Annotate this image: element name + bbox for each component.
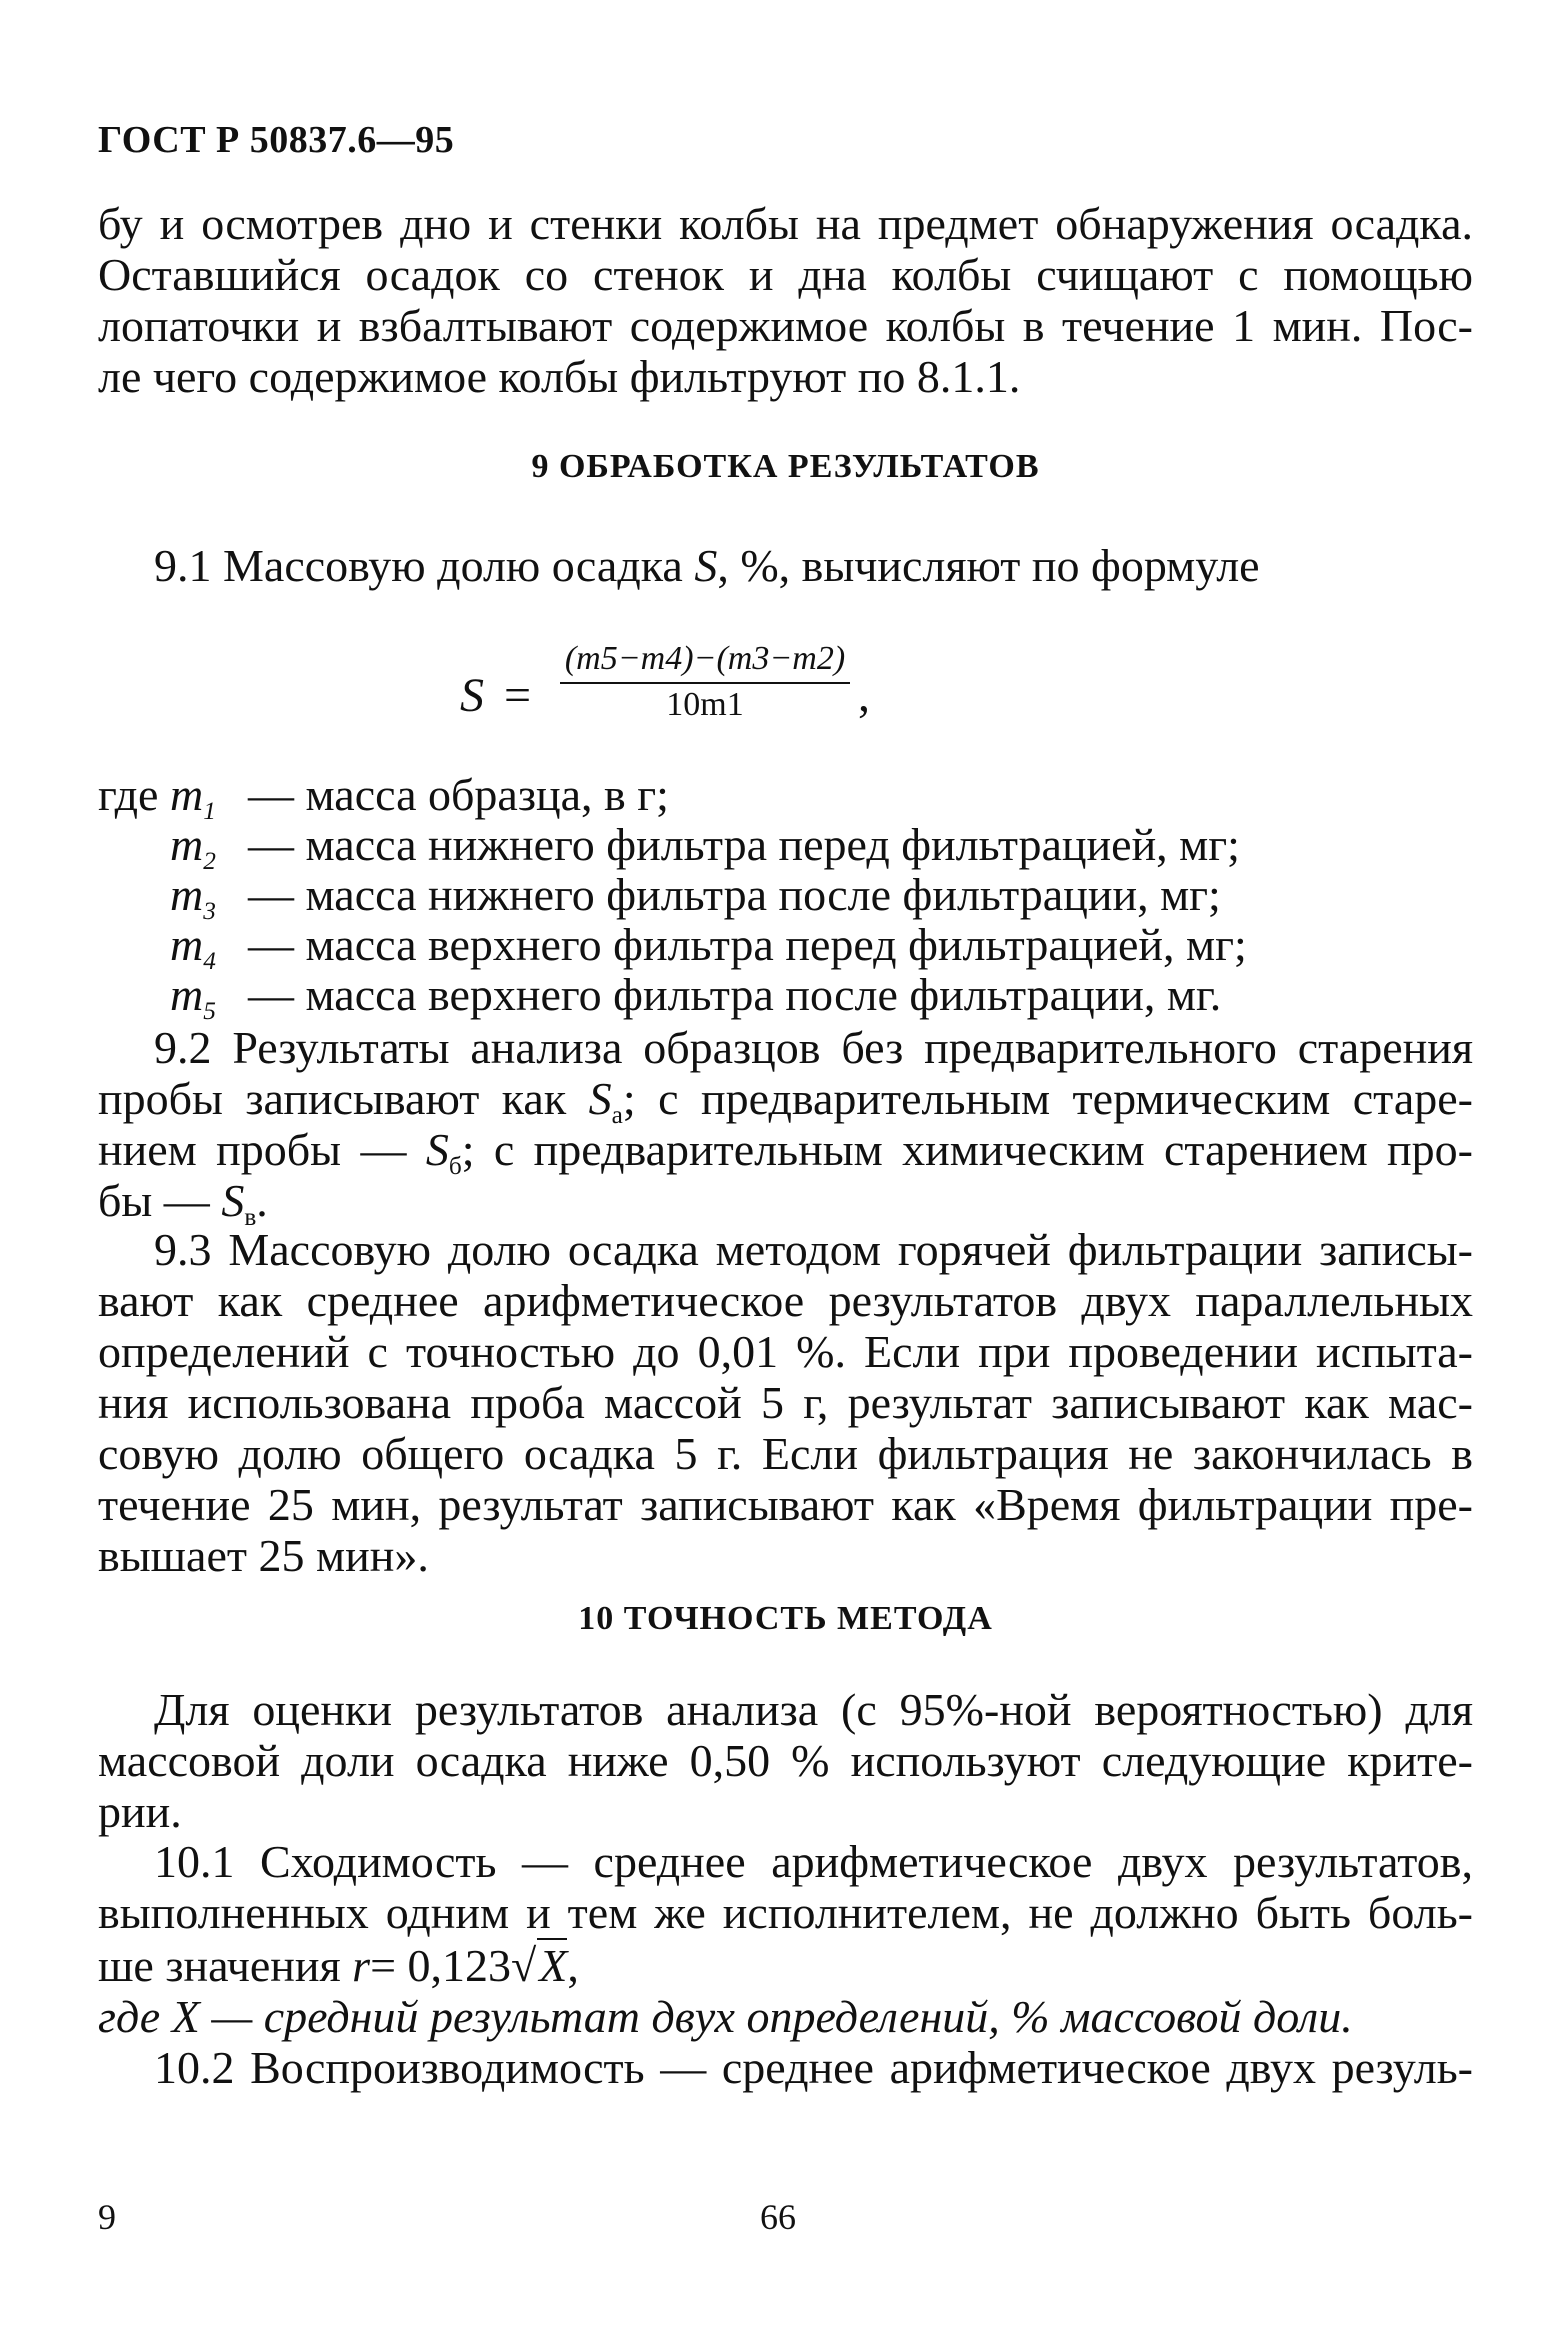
text-line: где X — средний результат двух определений, % массовой доли. — [98, 1991, 1353, 2042]
document-header: ГОСТ Р 50837.6—95 — [98, 119, 455, 161]
text-line: лопаточки и взбалтывают содержимое колбы в течение 1 мин. Пос- — [98, 300, 1473, 351]
text-line: 9.2 Результаты анализа образцов без предварительного старения — [154, 1022, 1473, 1073]
text-line: выполненных одним и тем же исполнителем, не должно быть боль- — [98, 1887, 1473, 1938]
page-number: 66 — [760, 2197, 796, 2237]
definition-row: где $m_1$ — масса образца, в г; — [98, 769, 669, 825]
text-line: ле чего содержимое колбы фильтруют по 8.1.1. — [98, 351, 1021, 402]
formula-lhs: S — [460, 669, 484, 722]
text-line: нием пробы — $S_б$; с предварительным химическим старением про- — [98, 1124, 1473, 1180]
sqrt-icon: √ — [511, 1940, 537, 1991]
text-line: пробы записывают как $S_а$; с предварительным термическим старе- — [98, 1073, 1473, 1129]
footer-left-number: 9 — [98, 2197, 116, 2237]
text-line: массовой доли осадка ниже 0,50 % используют следующие крите- — [98, 1735, 1473, 1786]
paragraph-10-1 — [98, 1836, 1473, 2093]
text-line: бы — $S_в$. — [98, 1175, 268, 1231]
intro-paragraph — [98, 198, 1473, 402]
formula-equals: = — [504, 669, 532, 722]
text-line: вают как среднее арифметическое результатов двух параллельных — [98, 1275, 1473, 1326]
text-line: Оставшийся осадок со стенок и дна колбы счищают с помощью — [98, 249, 1473, 300]
formula-fraction — [560, 640, 850, 724]
paragraph-9-1: 9.1 Массовую долю осадка S, %, вычисляют по формуле — [154, 540, 1260, 591]
text-line: Для оценки результатов анализа (с 95%-ной вероятностью) для — [154, 1684, 1473, 1735]
formula-numerator: (m5−m4)−(m3−m2) — [564, 640, 846, 677]
definition-row: $m_2$ — масса нижнего фильтра перед фильтрацией, мг; — [170, 819, 1240, 875]
formula-denominator: 10m1 — [666, 686, 744, 723]
formula-comma: , — [858, 669, 870, 722]
text-line: определений с точностью до 0,01 %. Если при проведении испыта- — [98, 1326, 1473, 1377]
paragraph-9-2 — [98, 1022, 1473, 1231]
text-line: ше значения r= 0,123√X, — [98, 1940, 579, 1991]
text-line: бу и осмотрев дно и стенки колбы на предмет обнаружения осадка. — [98, 198, 1473, 249]
text-line: ния использована проба массой 5 г, результат записывают как мас- — [98, 1377, 1473, 1428]
text-line: 9.3 Массовую долю осадка методом горячей фильтрации записы- — [154, 1224, 1473, 1275]
formula — [460, 640, 960, 750]
text-line: рии. — [98, 1786, 182, 1837]
text-line: течение 25 мин, результат записывают как «Время фильтрации пре- — [98, 1479, 1473, 1530]
text-line: совую долю общего осадка 5 г. Если фильтрация не закончилась в — [98, 1428, 1473, 1479]
variable-definitions — [98, 769, 1473, 1025]
text-line: 10.1 Сходимость — среднее арифметическое двух результатов, — [154, 1836, 1473, 1887]
paragraph-9-3 — [98, 1224, 1473, 1581]
section-9-heading: 9 ОБРАБОТКА РЕЗУЛЬТАТОВ — [531, 448, 1040, 485]
definition-row: $m_4$ — масса верхнего фильтра перед фильтрацией, мг; — [170, 919, 1247, 975]
definition-row: $m_3$ — масса нижнего фильтра после фильтрации, мг; — [170, 869, 1221, 925]
text-line: 10.2 Воспроизводимость — среднее арифметическое двух резуль- — [154, 2042, 1473, 2093]
paragraph-10-intro — [98, 1684, 1473, 1837]
section-10-heading: 10 ТОЧНОСТЬ МЕТОДА — [578, 1600, 993, 1637]
text-line: вышает 25 мин». — [98, 1530, 429, 1581]
definition-row: $m_5$ — масса верхнего фильтра после фильтрации, мг. — [170, 969, 1222, 1025]
